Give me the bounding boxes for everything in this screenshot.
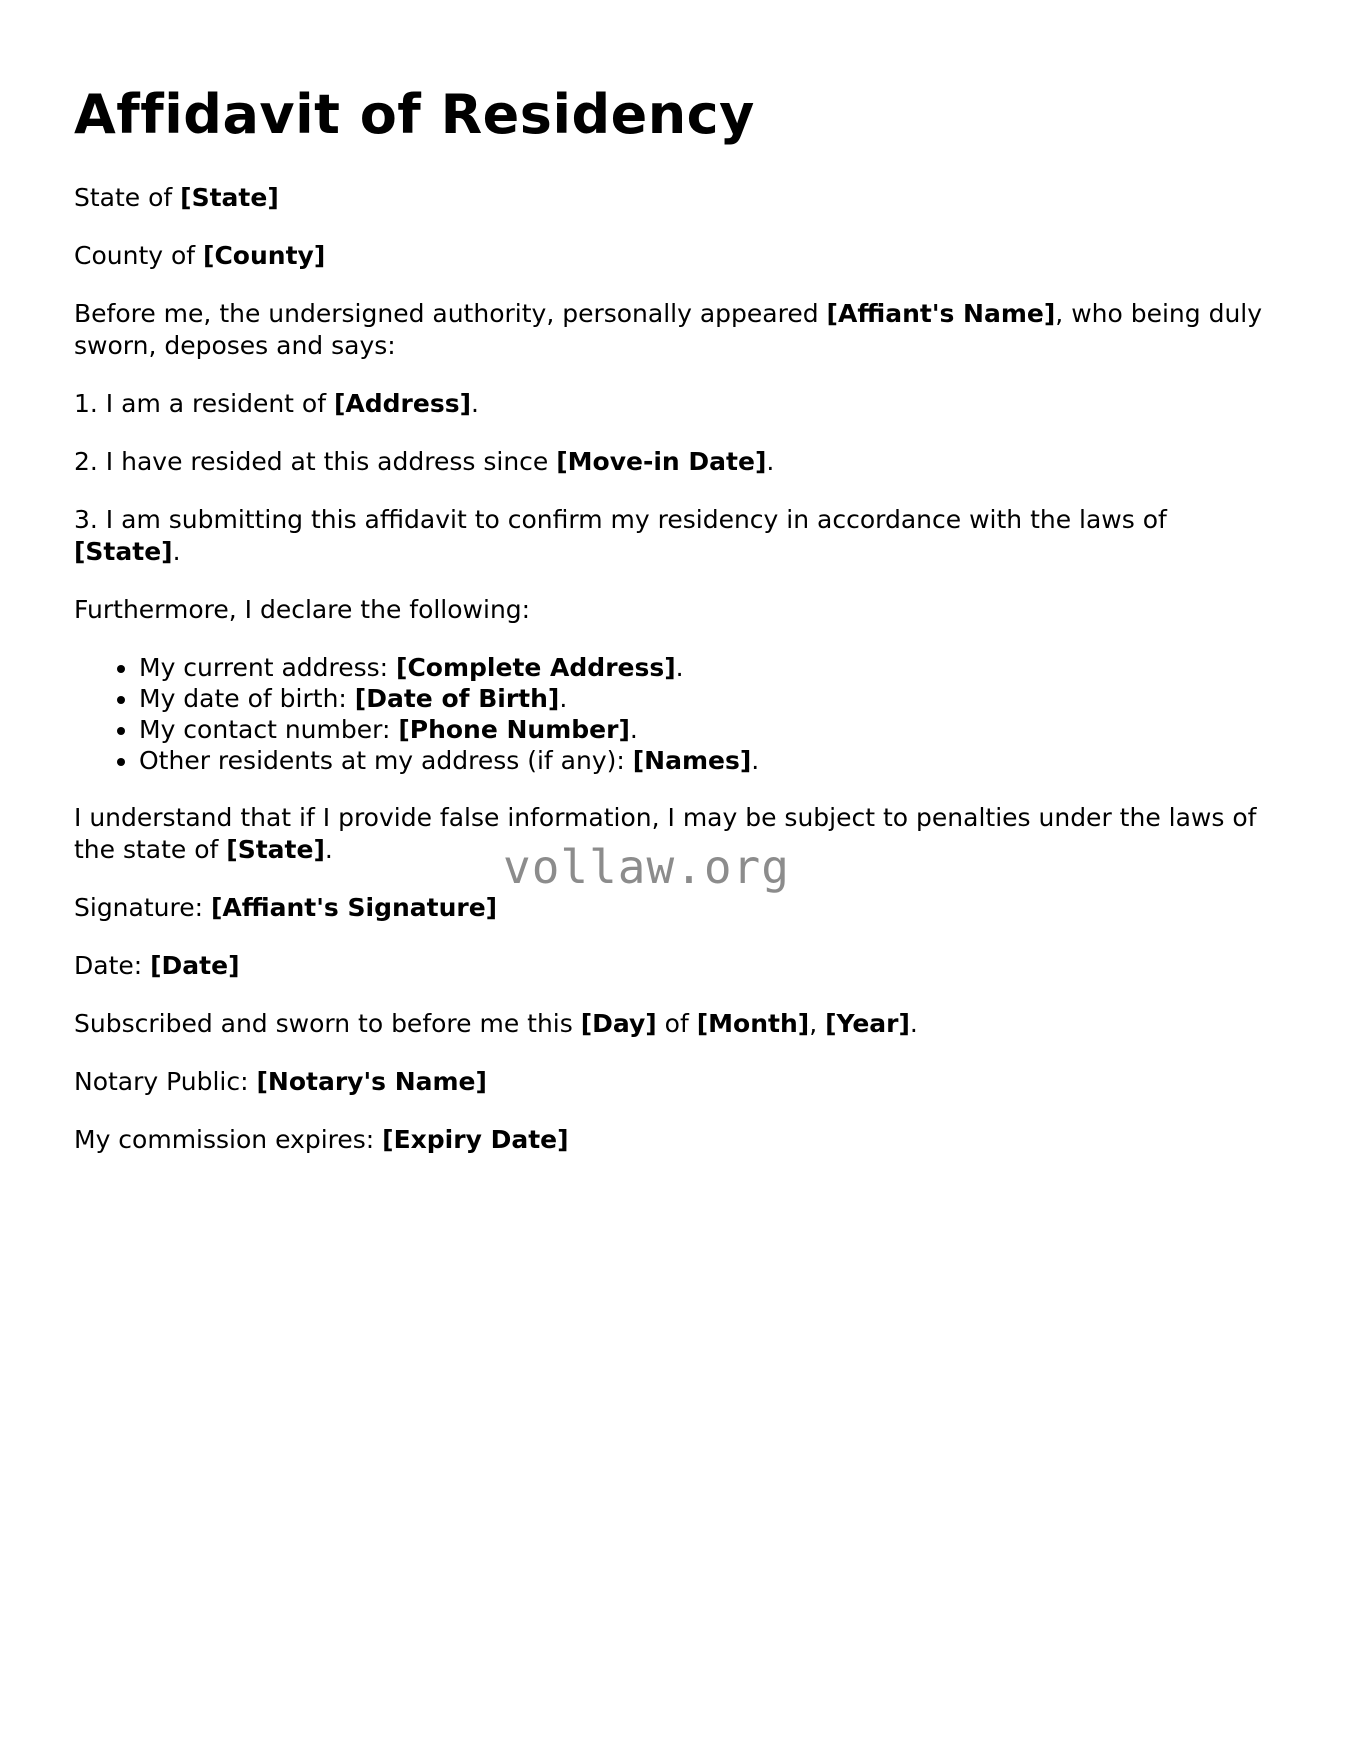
county-value: [County] <box>203 241 326 271</box>
commission-line <box>74 1124 1274 1156</box>
item-end: . <box>471 389 479 419</box>
date-line <box>74 950 1274 982</box>
date-value: [Date] <box>150 951 240 981</box>
list-item <box>139 683 1274 714</box>
subscribed-end: . <box>909 1009 918 1039</box>
commission-value: [Expiry Date] <box>382 1125 569 1155</box>
penalty-text: I understand that if I provide false information, I may be subject to penalties under the laws of the state of <box>74 803 1257 865</box>
intro-before: Before me, the undersigned authority, personally appeared <box>74 299 827 329</box>
declaration-label: Other residents at my address (if any): <box>139 746 633 776</box>
item-text: 3. I am submitting this affidavit to confirm my residency in accordance with the laws of <box>74 505 1167 535</box>
county-label: County of <box>74 241 204 271</box>
county-line <box>74 240 1274 272</box>
commission-label: My commission expires: <box>74 1125 383 1155</box>
affiant-name: [Affiant's Name] <box>826 299 1056 329</box>
penalty-value: [State] <box>226 835 325 865</box>
declaration-end: . <box>629 715 638 745</box>
declaration-end: . <box>675 653 684 683</box>
list-item <box>139 714 1274 745</box>
month-value: [Month] <box>696 1009 810 1039</box>
declaration-label: My date of birth: <box>139 684 355 714</box>
declaration-value: [Date of Birth] <box>354 684 560 714</box>
furthermore-line: Furthermore, I declare the following: <box>74 595 531 625</box>
penalty-end: . <box>324 835 333 865</box>
item-value: [State] <box>74 537 173 567</box>
of-text: of <box>656 1009 697 1039</box>
document <box>74 84 1274 1182</box>
numbered-item-2 <box>74 446 1274 478</box>
declaration-label: My contact number: <box>139 715 399 745</box>
item-value: [Address] <box>333 389 472 419</box>
item-end: . <box>766 447 775 477</box>
state-value: [State] <box>180 183 279 213</box>
list-item <box>139 745 1274 776</box>
signature-value: [Affiant's Signature] <box>210 893 498 923</box>
subscribed-line <box>74 1008 1274 1040</box>
state-label: State of <box>74 183 181 213</box>
item-end: . <box>172 537 181 567</box>
declaration-end: . <box>751 746 760 776</box>
declarations-list <box>74 652 1274 776</box>
notary-value: [Notary's Name] <box>256 1067 487 1097</box>
subscribed-text: Subscribed and sworn to before me this <box>74 1009 581 1039</box>
intro-paragraph <box>74 298 1274 362</box>
notary-line <box>74 1066 1274 1098</box>
declaration-value: [Names] <box>632 746 752 776</box>
item-text: 1. I am a resident of <box>74 389 334 419</box>
declaration-value: [Phone Number] <box>398 715 630 745</box>
comma-text: , <box>809 1009 826 1039</box>
state-line <box>74 182 1274 214</box>
item-text: 2. I have resided at this address since <box>74 447 557 477</box>
item-value: [Move-in Date] <box>556 447 767 477</box>
year-value: [Year] <box>825 1009 910 1039</box>
document-title: Affidavit of Residency <box>74 83 755 146</box>
list-item <box>139 652 1274 683</box>
signature-label: Signature: <box>74 893 211 923</box>
day-value: [Day] <box>580 1009 657 1039</box>
notary-label: Notary Public: <box>74 1067 257 1097</box>
numbered-item-1 <box>74 388 1274 420</box>
date-label: Date: <box>74 951 151 981</box>
intro-after: , who being duly sworn, deposes and says: <box>74 299 1263 361</box>
declaration-label: My current address: <box>139 653 397 683</box>
numbered-item-3 <box>74 504 1274 568</box>
declaration-end: . <box>559 684 568 714</box>
declaration-value: [Complete Address] <box>396 653 676 683</box>
watermark: vollaw.org <box>503 840 790 894</box>
signature-line <box>74 892 1274 924</box>
